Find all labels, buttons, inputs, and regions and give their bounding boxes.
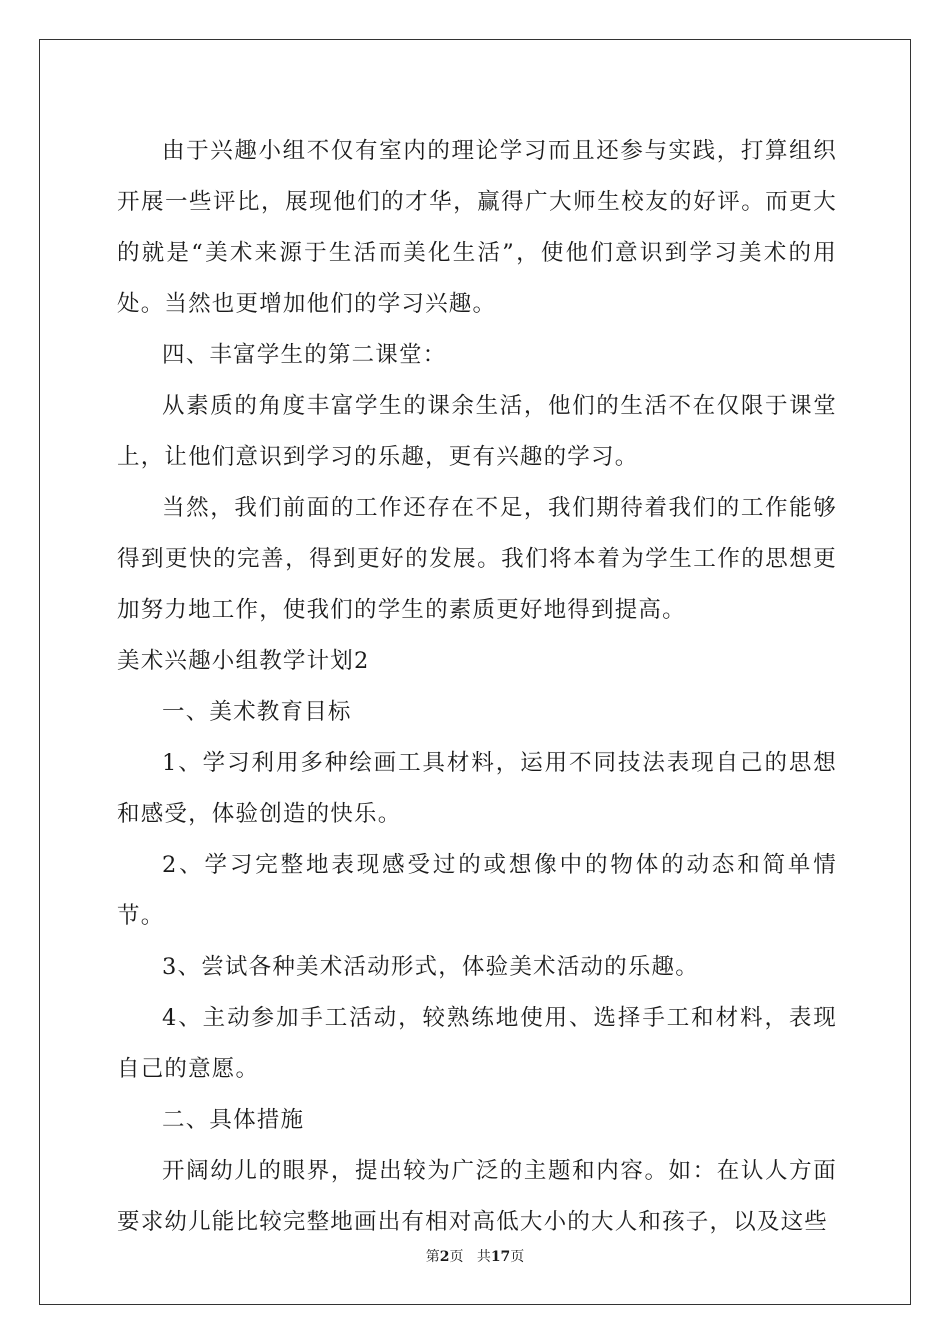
document-title: 美术兴趣小组教学计划2 (117, 648, 370, 674)
list-item: 1、学习利用多种绘画工具材料，运用不同技法表现自己的思想和感受，体验创造的快乐。 (117, 750, 837, 827)
total-pages: 17 (490, 1249, 511, 1265)
total-suffix: 页 (510, 1249, 525, 1265)
paragraph: 由于兴趣小组不仅有室内的理论学习而且还参与实践，打算组织开展一些评比，展现他们的才华，赢得广大师生校友的好评。而更大的就是“美术来源于生活而美化生活”，使他们意识到学习美术的用处。当然也更增加他们的学习兴趣。 (117, 138, 837, 317)
total-prefix: 共 (476, 1249, 491, 1265)
document-body (117, 126, 837, 1248)
section-heading: 二、具体措施 (162, 1107, 305, 1133)
section-heading: 一、美术教育目标 (162, 699, 352, 725)
paragraph: 从素质的角度丰富学生的课余生活，他们的生活不在仅限于课堂上，让他们意识到学习的乐趣，更有兴趣的学习。 (117, 393, 837, 470)
page-number: 2 (439, 1249, 450, 1265)
list-item: 3、尝试各种美术活动形式，体验美术活动的乐趣。 (162, 954, 699, 980)
list-item: 2、学习完整地表现感受过的或想像中的物体的动态和简单情节。 (117, 852, 837, 929)
section-heading: 四、丰富学生的第二课堂： (162, 342, 447, 368)
paragraph: 开阔幼儿的眼界，提出较为广泛的主题和内容。如：在认人方面要求幼儿能比较完整地画出有相对高低大小的大人和孩子，以及这些 (117, 1158, 837, 1235)
page-footer (0, 1246, 950, 1266)
page-suffix: 页 (449, 1249, 464, 1265)
page-prefix: 第 (425, 1249, 440, 1265)
list-item: 4、主动参加手工活动，较熟练地使用、选择手工和材料，表现自己的意愿。 (117, 1005, 837, 1082)
paragraph: 当然，我们前面的工作还存在不足，我们期待着我们的工作能够得到更快的完善，得到更好的发展。我们将本着为学生工作的思想更加努力地工作，使我们的学生的素质更好地得到提高。 (117, 495, 837, 623)
